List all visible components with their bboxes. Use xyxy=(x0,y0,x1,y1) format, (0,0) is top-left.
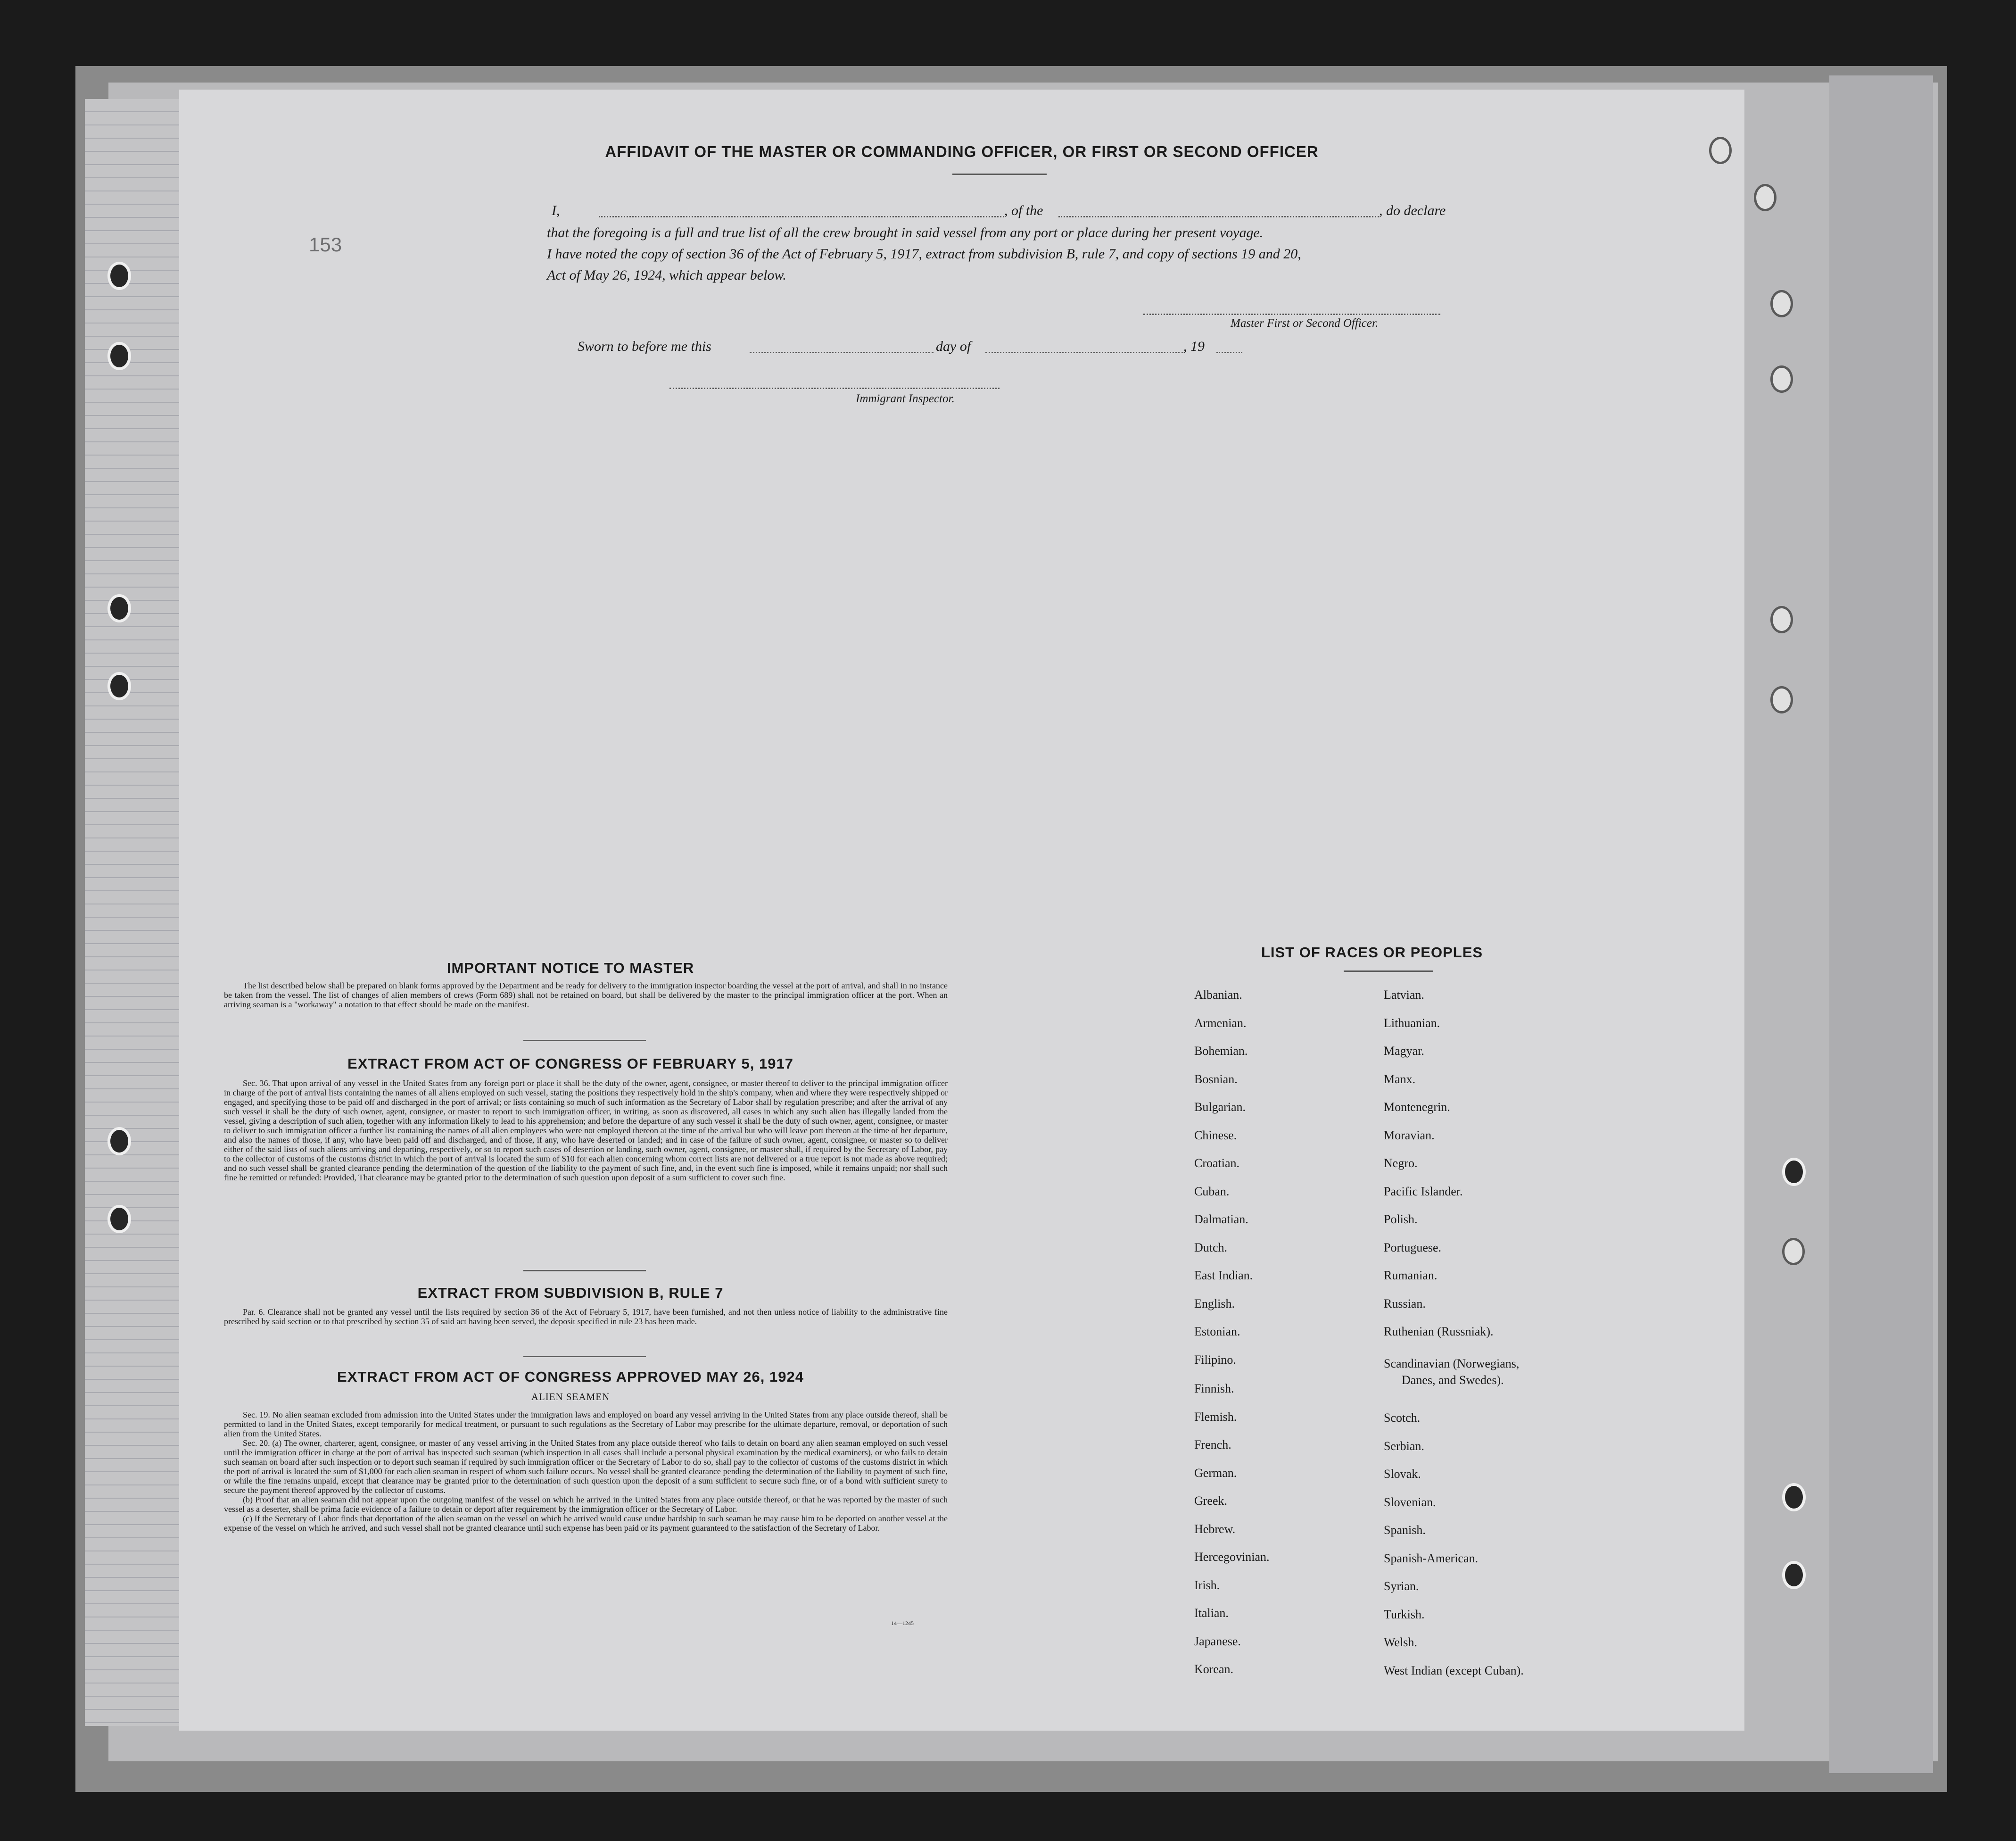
race-item: Greek. xyxy=(1194,1494,1228,1508)
punch-hole-icon xyxy=(1770,365,1793,393)
section-20c-text: (c) If the Secretary of Labor finds that deportation of the alien seaman on the vessel on which he arrived would cause undue hardship to such seaman he may cause him to be deported on another vessel at the expense of the vessel on which he arrived, and such vessel shall not be granted clearance until such expense has been paid or its payment guaranteed to the satisfaction of the Secretary of Labor. xyxy=(224,1514,948,1533)
divider xyxy=(1344,970,1433,972)
race-item: Estonian. xyxy=(1194,1325,1240,1338)
race-item: Finnish. xyxy=(1194,1382,1234,1395)
section-36-text: Sec. 36. That upon arrival of any vessel in the United States from any foreign port or place it shall be the duty of the owner, agent, consignee, or master thereof to deliver to the principal immigration officer in charge of the port of arrival lists containing the names of all aliens employed on such vessel, stating the positions they respectively hold in the ship's company, when and where they were respectively shipped or engaged, and specifying those to be paid off and discharged in the port of arrival; or lists containing so much of such information as the Secretary of Labor shall by regulation prescribe; and after the arrival of any such vessel it shall be the duty of such owner, agent, consignee, or master to report to such immigration officer, in writing, as soon as discovered, all cases in which any such alien has illegally landed from the vessel, giving a description of such alien, together with any information likely to lead to his apprehension; and before the departure of any such vessel it shall be the duty of such owner, agent, consignee, or master to deliver to such immigration officer a further list containing the names of all alien employees who were not employed thereon at the time of the arrival but who will leave port thereon at the time of her departure, and also the names of those, if any, who have been paid off and discharged, and of those, if any, who have deserted or landed; and in case of the failure of such owner, agent, consignee, or master so to deliver either of the said lists of such aliens arriving and departing, respectively, or so to report such cases of desertion or landing, such owner, agent, consignee, or master shall, if required by the Secretary of Labor, pay to the collector of customs of the customs district in which the port of arrival is located the sum of $10 for each alien concerning whom correct lists are not delivered or a true report is not made as above required; and no such vessel shall be granted clearance pending the determination of the question of the liability to the payment of such fine, and, in the event such fine is imposed, while it remains unpaid; nor shall such fine be remitted or refunded: Provided, That clearance may be granted prior to the determination of such question upon deposit of a sum sufficient to cover such fine. xyxy=(224,1078,948,1182)
inspector-signature-field[interactable] xyxy=(669,388,1000,389)
race-item: Albanian. xyxy=(1194,988,1242,1002)
race-item: Latvian. xyxy=(1384,988,1424,1002)
stamp-number: 153 xyxy=(309,233,342,256)
race-item: Dutch. xyxy=(1194,1240,1228,1254)
affidavit-title: AFFIDAVIT OF THE MASTER OR COMMANDING OFFICER, OR FIRST OR SECOND OFFICER xyxy=(605,143,1319,160)
inspector-caption: Immigrant Inspector. xyxy=(856,392,955,405)
race-item: Chinese. xyxy=(1194,1128,1237,1142)
section-20b-text: (b) Proof that an alien seaman did not appear upon the outgoing manifest of the vessel on which he arrived in the United States from any place outside thereof, or that he was reported by the master of such vessel as a deserter, shall be prima facie evidence of a failure to detain or deport after requirement by the immigration officer or the Secretary of Labor. xyxy=(224,1495,948,1514)
rule7-text: Par. 6. Clearance shall not be granted any vessel until the lists required by section 36 of the Act of February 5, 1917, have been furnished, and not then unless notice of liability to the administrative fine prescribed by said section or to that prescribed by section 35 of said act having been served, the deposit specified in rule 23 has been made. xyxy=(224,1307,948,1326)
race-item: Slovak. xyxy=(1384,1467,1421,1481)
punch-hole-icon xyxy=(107,1205,131,1233)
race-item: Hercegovinian. xyxy=(1194,1550,1270,1564)
alien-seamen-subtitle: ALIEN SEAMEN xyxy=(531,1391,610,1402)
race-item: Irish. xyxy=(1194,1578,1220,1592)
punch-hole-icon xyxy=(1782,1561,1806,1589)
race-item: Italian. xyxy=(1194,1606,1229,1620)
extract-1917-title: EXTRACT FROM ACT OF CONGRESS OF FEBRUARY 5, 1917 xyxy=(347,1055,793,1072)
affidavit-i-label: I, xyxy=(552,203,560,218)
notice-title: IMPORTANT NOTICE TO MASTER xyxy=(446,960,694,976)
race-item: Portuguese. xyxy=(1384,1240,1442,1254)
punch-hole-icon xyxy=(1770,290,1793,317)
race-item: Bosnian. xyxy=(1194,1072,1238,1086)
race-item: Cuban. xyxy=(1194,1184,1230,1198)
punch-hole-icon xyxy=(107,594,131,622)
race-item: Flemish. xyxy=(1194,1410,1237,1424)
divider xyxy=(523,1270,646,1271)
sworn-month-field[interactable] xyxy=(985,352,1183,353)
race-item: Welsh. xyxy=(1384,1635,1417,1649)
extract-1917-body xyxy=(224,1078,948,1182)
race-item: Syrian. xyxy=(1384,1579,1419,1593)
master-caption: Master First or Second Officer. xyxy=(1231,317,1379,330)
race-item: East Indian. xyxy=(1194,1269,1253,1282)
punch-hole-icon xyxy=(1770,606,1793,633)
race-item: Polish. xyxy=(1384,1212,1418,1226)
affidavit-of-the-label: , of the xyxy=(1004,203,1043,218)
race-item: Croatian. xyxy=(1194,1156,1240,1170)
race-item: Armenian. xyxy=(1194,1016,1247,1030)
affidavit-line-4: Act of May 26, 1924, which appear below. xyxy=(547,267,786,283)
race-item: Japanese. xyxy=(1194,1634,1241,1648)
punch-hole-icon xyxy=(107,1127,131,1155)
race-item: Russian. xyxy=(1384,1296,1426,1310)
divider xyxy=(523,1040,646,1041)
master-name-field[interactable] xyxy=(599,216,1004,217)
race-item: Filipino. xyxy=(1194,1352,1236,1367)
races-title: LIST OF RACES OR PEOPLES xyxy=(1261,944,1483,961)
race-item: Bulgarian. xyxy=(1194,1100,1246,1114)
sworn-day-label: day of xyxy=(936,339,971,354)
race-item: Manx. xyxy=(1384,1072,1416,1086)
race-item: German. xyxy=(1194,1466,1237,1480)
sworn-year-field[interactable] xyxy=(1216,352,1242,353)
race-item: Serbian. xyxy=(1384,1439,1424,1453)
notice-body xyxy=(224,981,948,1009)
punch-hole-icon xyxy=(1709,137,1732,164)
race-item: English. xyxy=(1194,1296,1235,1310)
punch-hole-icon xyxy=(1754,184,1776,211)
race-item: Ruthenian (Russniak). xyxy=(1384,1325,1494,1338)
race-item: West Indian (except Cuban). xyxy=(1384,1663,1524,1677)
affidavit-line-3: I have noted the copy of section 36 of the Act of February 5, 1917, extract from subdivision B, rule 7, and copy of sections 19 and 20, xyxy=(547,246,1301,262)
punch-hole-icon xyxy=(107,342,131,370)
punch-hole-icon xyxy=(1782,1238,1805,1265)
race-item: Hebrew. xyxy=(1194,1522,1236,1536)
sworn-year-label: , 19 xyxy=(1183,339,1205,354)
punch-hole-icon xyxy=(107,672,131,700)
section-19-text: Sec. 19. No alien seaman excluded from admission into the United States under the immigration laws and employed on board any vessel arriving in the United States from any place outside thereof, shall be permitted to land in the United States, except temporarily for medical treatment, or pursuant to such regulations as the Secretary of Labor may prescribe for the ultimate departure, removal, or deportation of such alien from the United States. xyxy=(224,1410,948,1438)
master-signature-field[interactable] xyxy=(1143,314,1440,315)
extract-1924-body xyxy=(224,1410,948,1533)
race-item: Rumanian. xyxy=(1384,1269,1438,1282)
extract-1924-title: EXTRACT FROM ACT OF CONGRESS APPROVED MAY 26, 1924 xyxy=(337,1368,804,1385)
race-item: Magyar. xyxy=(1384,1044,1424,1058)
affidavit-line-2: that the foregoing is a full and true list of all the crew brought in said vessel from any port or place during her present voyage. xyxy=(547,225,1264,240)
race-item: Turkish. xyxy=(1384,1607,1425,1621)
punch-hole-icon xyxy=(107,262,131,290)
rule7-body xyxy=(224,1307,948,1326)
punch-hole-icon xyxy=(1770,686,1793,713)
race-item: Spanish. xyxy=(1384,1523,1426,1537)
race-item: Moravian. xyxy=(1384,1128,1435,1142)
race-item: Dalmatian. xyxy=(1194,1212,1248,1226)
punch-hole-icon xyxy=(1782,1483,1806,1511)
sworn-day-field[interactable] xyxy=(750,352,934,353)
form-code: 14—1245 xyxy=(891,1620,914,1626)
race-item: Danes, and Swedes). xyxy=(1402,1373,1504,1387)
section-20a-text: Sec. 20. (a) The owner, charterer, agent, consignee, or master of any vessel arriving in the United States from any place outside thereof who fails to detain on board any alien seaman employed on such vessel until the immigration officer in charge at the port of arrival has inspected such seaman (which inspection in all cases shall include a personal physical examination by the medical examiners), or who fails to detain such seaman on board after such inspection or to deport such seaman if required by such immigration officer or the Secretary of Labor to do so, shall pay to the collector of customs of the customs district in which the port of arrival is located the sum of $1,000 for each alien seaman in respect of whom such failure occurs. No vessel shall be granted clearance pending the determination of the liability to payment of such fine, or while the fine remains unpaid, except that clearance may be granted prior to the determination of such question upon the deposit of a sum sufficient to secure such fine, or of a bond with sufficient surety to secure the payment thereof approved by the collector of customs. xyxy=(224,1438,948,1495)
race-item: French. xyxy=(1194,1438,1231,1451)
underlying-page-edge xyxy=(1829,75,1933,1773)
race-item: Lithuanian. xyxy=(1384,1016,1440,1030)
vessel-name-field[interactable] xyxy=(1058,216,1379,217)
race-item: Spanish-American. xyxy=(1384,1551,1479,1565)
ruled-margin-sheet xyxy=(85,99,195,1726)
race-item: Negro. xyxy=(1384,1156,1418,1170)
race-item: Scandinavian (Norwegians, xyxy=(1384,1357,1520,1370)
race-item: Montenegrin. xyxy=(1384,1100,1450,1114)
race-item: Scotch. xyxy=(1384,1411,1421,1425)
sworn-prefix: Sworn to before me this xyxy=(578,339,711,354)
rule7-title: EXTRACT FROM SUBDIVISION B, RULE 7 xyxy=(417,1285,724,1301)
race-item: Slovenian. xyxy=(1384,1495,1436,1509)
divider xyxy=(523,1356,646,1357)
punch-hole-icon xyxy=(1782,1158,1806,1186)
affidavit-declare-label: , do declare xyxy=(1379,203,1446,218)
race-item: Pacific Islander. xyxy=(1384,1184,1463,1198)
divider xyxy=(952,174,1047,175)
race-item: Korean. xyxy=(1194,1662,1234,1676)
race-item: Bohemian. xyxy=(1194,1044,1248,1058)
notice-text: The list described below shall be prepared on blank forms approved by the Department and be ready for delivery to the immigration inspector boarding the vessel at the port of arrival, and shall in no instance be taken from the vessel. The list of changes of alien members of crews (Form 689) shall not be retained on board, but shall be delivered by the master to the principal immigration officer at the port. When an arriving seaman is a "workaway" a notation to that effect should be made on the manifest. xyxy=(224,981,948,1009)
